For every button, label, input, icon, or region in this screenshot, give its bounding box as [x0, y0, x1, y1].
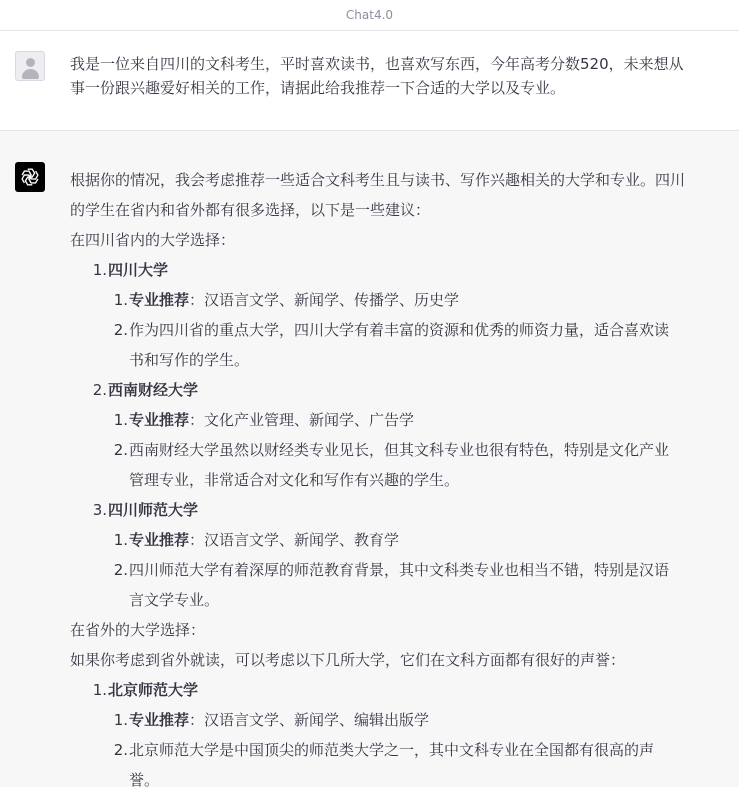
major-recommendation: [128, 405, 675, 435]
sub-list-number: 2.: [113, 561, 128, 579]
list-item: [70, 495, 685, 615]
list-number: 3.: [92, 501, 107, 519]
major-recommendation: [128, 285, 675, 315]
chat-title: Chat4.0: [345, 8, 394, 22]
major-label: 专业推荐: [129, 711, 190, 729]
university-description: 西南财经大学虽然以财经类专业见长，但其文科专业也很有特色，特别是文化产业管理专业，非常适合对文化和写作有兴趣的学生。: [129, 441, 670, 489]
list-number: 2.: [92, 381, 107, 399]
list-number: 1.: [92, 681, 107, 699]
sub-list-number: 1.: [113, 711, 128, 729]
sub-list-number: 1.: [113, 411, 128, 429]
sub-list-number: 2.: [113, 441, 128, 459]
user-avatar-icon: [15, 51, 45, 81]
major-list: ：汉语言文学、新闻学、教育学: [189, 531, 400, 549]
list-number: 1.: [92, 261, 107, 279]
major-list: ：汉语言文学、新闻学、传播学、历史学: [189, 291, 460, 309]
assistant-message-body: [70, 165, 685, 795]
list-item: [70, 255, 685, 375]
in-province-heading: 在四川省内的大学选择：: [70, 231, 236, 249]
assistant-intro: 根据你的情况，我会考虑推荐一些适合文科考生且与读书、写作兴趣相关的大学和专业。四川的学生在省内和省外都有很多选择，以下是一些建议：: [70, 171, 686, 219]
openai-logo-icon: [15, 162, 45, 192]
list-item: [70, 675, 685, 795]
sub-list-number: 2.: [113, 741, 128, 759]
university-name: 四川大学: [108, 261, 169, 279]
user-message-row: [0, 31, 739, 131]
university-description: 四川师范大学有着深厚的师范教育背景，其中文科类专业也相当不错，特别是汉语言文学专业。: [129, 561, 670, 609]
university-name: 西南财经大学: [108, 381, 199, 399]
university-description: 作为四川省的重点大学，四川大学有着丰富的资源和优秀的师资力量，适合喜欢读书和写作的学生。: [129, 321, 670, 369]
major-list: ：汉语言文学、新闻学、编辑出版学: [189, 711, 430, 729]
out-province-heading: 在省外的大学选择：: [70, 621, 206, 639]
sub-list-number: 1.: [113, 291, 128, 309]
major-recommendation: [128, 705, 675, 735]
university-name: 四川师范大学: [108, 501, 199, 519]
assistant-message-row: [0, 131, 739, 787]
out-province-intro: 如果你考虑到省外就读，可以考虑以下几所大学，它们在文科方面都有很好的声誉：: [70, 651, 626, 669]
university-description: 北京师范大学是中国顶尖的师范类大学之一，其中文科专业在全国都有很高的声誉。: [129, 741, 655, 789]
list-item: [70, 375, 685, 495]
major-list: ：文化产业管理、新闻学、广告学: [189, 411, 415, 429]
major-label: 专业推荐: [129, 531, 190, 549]
sub-list-number: 1.: [113, 531, 128, 549]
chat-header: [0, 0, 739, 31]
university-name: 北京师范大学: [108, 681, 199, 699]
major-recommendation: [128, 525, 675, 555]
major-label: 专业推荐: [129, 291, 190, 309]
sub-list-number: 2.: [113, 321, 128, 339]
user-message-text: 我是一位来自四川的文科考生，平时喜欢读书，也喜欢写东西，今年高考分数520，未来想从事一份跟兴趣爱好相关的工作，请据此给我推荐一下合适的大学以及专业。: [70, 55, 684, 97]
major-label: 专业推荐: [129, 411, 190, 429]
